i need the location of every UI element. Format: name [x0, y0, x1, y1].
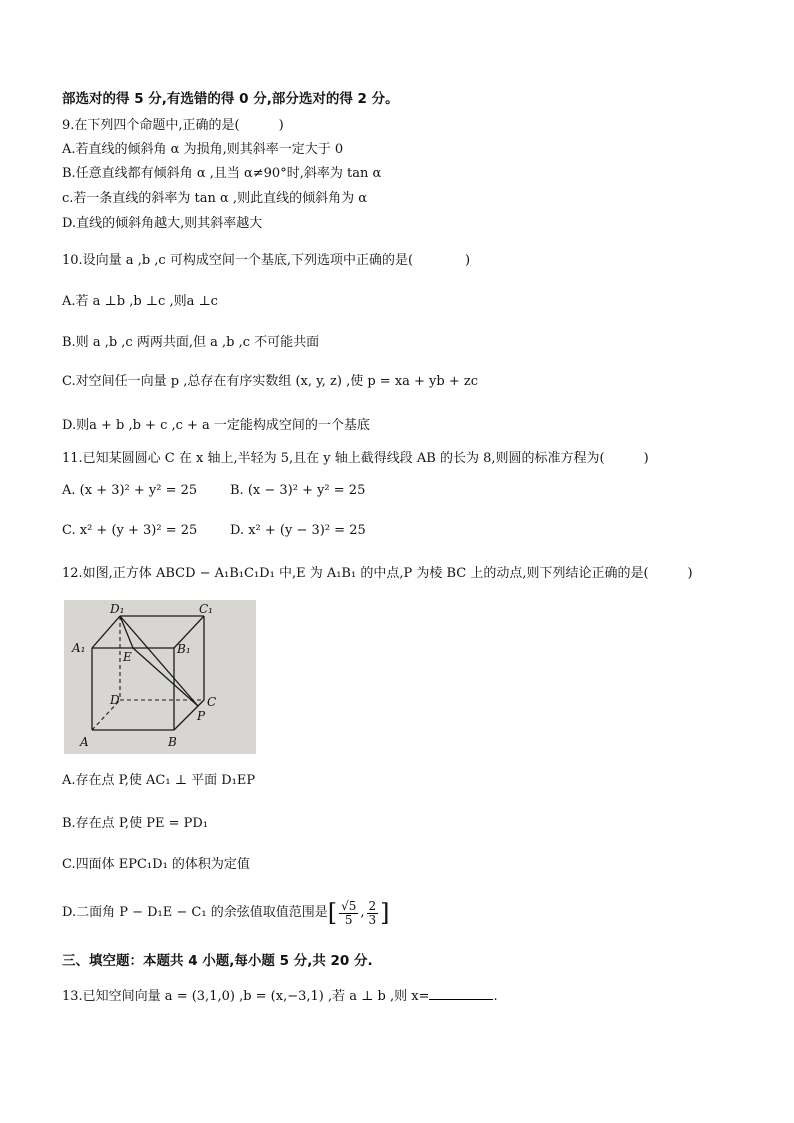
cube-figure — [64, 600, 256, 754]
fraction-numerator: 2 — [368, 898, 377, 913]
answer-blank[interactable] — [429, 987, 493, 1000]
q9-option-a: A.若直线的倾斜角 α 为损角,则其斜率一定大于 0 — [62, 142, 344, 157]
q10-stem: 10.设向量 a ,b ,c 可构成空间一个基底,下列选项中正确的是( ) — [62, 253, 471, 268]
q9-option-b: B.任意直线都有倾斜角 α ,且当 α≠90°时,斜率为 tan α — [62, 166, 382, 181]
cube-diagram — [64, 600, 256, 754]
q9-option-c: c.若一条直线的斜率为 tan α ,则此直线的倾斜角为 α — [62, 191, 367, 206]
q11-option-d: D. x² + (y − 3)² = 25 — [230, 523, 366, 538]
q12-option-d-text: D.二面角 P − D₁E − C₁ 的余弦值取值范围是 — [62, 905, 328, 920]
edge-d1e — [120, 616, 133, 648]
q10-option-b: B.则 a ,b ,c 两两共面,但 a ,b ,c 不可能共面 — [62, 335, 320, 350]
label-a: A — [80, 735, 89, 749]
q12-stem: 12.如图,正方体 ABCD − A₁B₁C₁D₁ 中,E 为 A₁B₁ 的中点,P 为棱 BC 上的动点,则下列结论正确的是( ) — [62, 566, 693, 581]
label-d: D — [110, 693, 120, 707]
q11-option-a: A. (x + 3)² + y² = 25 — [62, 483, 198, 498]
q10-option-c: C.对空间任一向量 p ,总存在有序实数组 (x, y, z) ,使 p = xa + yb + zc — [62, 374, 479, 389]
fraction-denominator: 5 — [344, 912, 353, 927]
q9-stem: 9.在下列四个命题中,正确的是( ) — [62, 118, 284, 133]
fraction-2-over-3 — [367, 900, 379, 927]
label-c1: C₁ — [199, 602, 213, 616]
label-a1: A₁ — [72, 641, 86, 655]
label-c: C — [207, 695, 217, 709]
label-p: P — [197, 709, 206, 723]
q10-option-a: A.若 a ⊥b ,b ⊥c ,则a ⊥c — [62, 294, 218, 309]
label-e: E — [123, 650, 132, 664]
fraction-numerator: √5 — [341, 898, 357, 913]
label-b1: B₁ — [177, 642, 191, 656]
section-3-heading: 三、填空题：本题共 4 小题,每小题 5 分,共 20 分. — [62, 953, 373, 969]
q13-end: . — [493, 989, 498, 1004]
q9-option-d: D.直线的倾斜角越大,则其斜率越大 — [62, 216, 263, 231]
label-d1: D₁ — [110, 602, 125, 616]
q13 — [62, 987, 498, 1006]
q12-option-c: C.四面体 EPC₁D₁ 的体积为定值 — [62, 857, 250, 872]
q13-stem: 13.已知空间向量 a = (3,1,0) ,b = (x,−3,1) ,若 a ⊥ b ,则 x= — [62, 989, 430, 1004]
interval-comma: , — [360, 905, 365, 920]
q12-option-d — [62, 895, 390, 931]
label-b: B — [168, 735, 177, 749]
q11-option-b: B. (x − 3)² + y² = 25 — [230, 483, 366, 498]
fraction-denominator: 3 — [368, 912, 377, 927]
interval-close-bracket: ] — [380, 899, 390, 927]
q11-option-c: C. x² + (y + 3)² = 25 — [62, 523, 198, 538]
q10-option-d: D.则a + b ,b + c ,c + a 一定能构成空间的一个基底 — [62, 418, 370, 433]
edge-ep — [133, 648, 198, 706]
scoring-note: 部选对的得 5 分,有选错的得 0 分,部分选对的得 2 分。 — [62, 91, 399, 107]
interval-open-bracket: [ — [327, 899, 338, 927]
q11-stem: 11.已知某圆圆心 C 在 x 轴上,半轻为 5,且在 y 轴上截得线段 AB 的长为 8,则圆的标准方程为( ) — [62, 451, 649, 466]
q12-option-a: A.存在点 P,使 AC₁ ⊥ 平面 D₁EP — [62, 773, 256, 788]
fraction-sqrt5-over-5 — [339, 900, 358, 927]
edge-a1d1 — [92, 616, 120, 648]
q12-option-b: B.存在点 P,使 PE = PD₁ — [62, 816, 208, 831]
